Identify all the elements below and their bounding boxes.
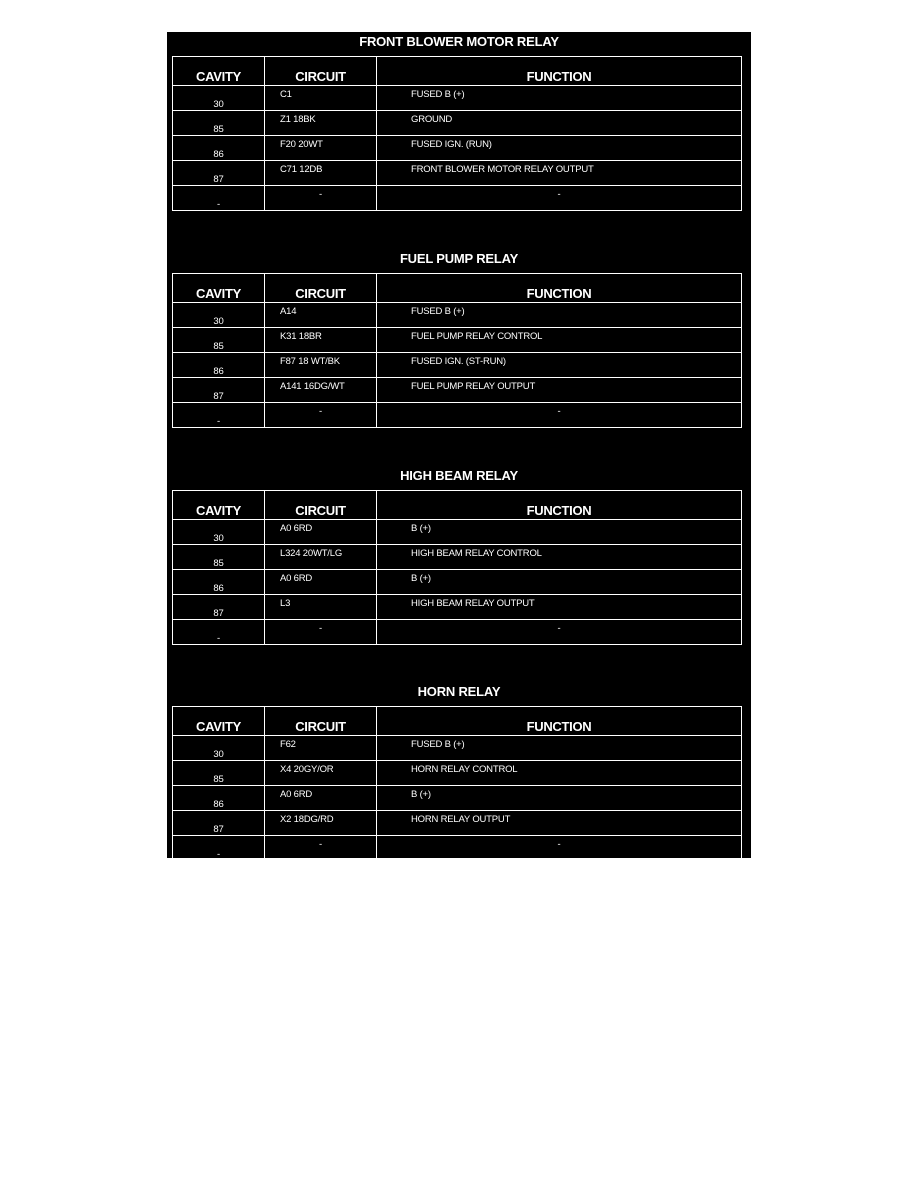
circuit-cell: C1 bbox=[265, 86, 377, 111]
function-cell: B (+) bbox=[377, 570, 742, 595]
function-cell: FUSED B (+) bbox=[377, 303, 742, 328]
circuit-cell: - bbox=[265, 620, 377, 645]
table-row bbox=[173, 378, 742, 403]
function-cell: FUSED IGN. (ST-RUN) bbox=[377, 353, 742, 378]
circuit-cell: L3 bbox=[265, 595, 377, 620]
function-cell: FUEL PUMP RELAY CONTROL bbox=[377, 328, 742, 353]
header-cavity: CAVITY bbox=[173, 707, 265, 736]
circuit-cell: A14 bbox=[265, 303, 377, 328]
cavity-cell: 87 bbox=[173, 811, 265, 836]
cavity-cell: 30 bbox=[173, 303, 265, 328]
function-cell: FUSED B (+) bbox=[377, 86, 742, 111]
relay-pinout-table bbox=[172, 273, 742, 428]
table-row bbox=[173, 786, 742, 811]
cavity-cell: 85 bbox=[173, 111, 265, 136]
circuit-cell: K31 18BR bbox=[265, 328, 377, 353]
circuit-cell: C71 12DB bbox=[265, 161, 377, 186]
cavity-cell: 87 bbox=[173, 595, 265, 620]
section-title: HORN RELAY bbox=[417, 684, 501, 699]
header-function: FUNCTION bbox=[377, 57, 742, 86]
relay-pinout-table bbox=[172, 56, 742, 211]
cavity-cell: 85 bbox=[173, 761, 265, 786]
section-title: FUEL PUMP RELAY bbox=[399, 251, 519, 266]
header-circuit: CIRCUIT bbox=[265, 707, 377, 736]
table-header-row bbox=[173, 491, 742, 520]
function-cell: GROUND bbox=[377, 111, 742, 136]
cavity-cell: 30 bbox=[173, 736, 265, 761]
table-row bbox=[173, 328, 742, 353]
header-cavity: CAVITY bbox=[173, 57, 265, 86]
table-row bbox=[173, 761, 742, 786]
relay-pinout-table bbox=[172, 706, 742, 861]
function-cell: HORN RELAY OUTPUT bbox=[377, 811, 742, 836]
table-row bbox=[173, 570, 742, 595]
section-title: FRONT BLOWER MOTOR RELAY bbox=[359, 34, 559, 49]
table-row bbox=[173, 353, 742, 378]
header-cavity: CAVITY bbox=[173, 491, 265, 520]
function-cell: HORN RELAY CONTROL bbox=[377, 761, 742, 786]
cavity-cell: - bbox=[173, 620, 265, 645]
cavity-cell: - bbox=[173, 836, 265, 861]
function-cell: FUSED IGN. (RUN) bbox=[377, 136, 742, 161]
circuit-cell: - bbox=[265, 836, 377, 861]
function-cell: - bbox=[377, 403, 742, 428]
section-title: HIGH BEAM RELAY bbox=[400, 468, 518, 483]
function-cell: - bbox=[377, 836, 742, 861]
cavity-cell: - bbox=[173, 403, 265, 428]
table-row bbox=[173, 520, 742, 545]
circuit-cell: A0 6RD bbox=[265, 786, 377, 811]
table-row bbox=[173, 186, 742, 211]
cavity-cell: 86 bbox=[173, 136, 265, 161]
circuit-cell: Z1 18BK bbox=[265, 111, 377, 136]
header-function: FUNCTION bbox=[377, 274, 742, 303]
header-circuit: CIRCUIT bbox=[265, 274, 377, 303]
circuit-cell: A0 6RD bbox=[265, 520, 377, 545]
table-row bbox=[173, 836, 742, 861]
function-cell: HIGH BEAM RELAY CONTROL bbox=[377, 545, 742, 570]
table-row bbox=[173, 303, 742, 328]
header-cavity: CAVITY bbox=[173, 274, 265, 303]
cavity-cell: - bbox=[173, 186, 265, 211]
circuit-cell: - bbox=[265, 403, 377, 428]
function-cell: FUSED B (+) bbox=[377, 736, 742, 761]
table-row bbox=[173, 403, 742, 428]
circuit-cell: A0 6RD bbox=[265, 570, 377, 595]
table-row bbox=[173, 595, 742, 620]
circuit-cell: X4 20GY/OR bbox=[265, 761, 377, 786]
header-function: FUNCTION bbox=[377, 707, 742, 736]
table-header-row bbox=[173, 57, 742, 86]
circuit-cell: A141 16DG/WT bbox=[265, 378, 377, 403]
function-cell: - bbox=[377, 186, 742, 211]
cavity-cell: 87 bbox=[173, 378, 265, 403]
table-row bbox=[173, 545, 742, 570]
circuit-cell: X2 18DG/RD bbox=[265, 811, 377, 836]
table-row bbox=[173, 811, 742, 836]
circuit-cell: F87 18 WT/BK bbox=[265, 353, 377, 378]
table-row bbox=[173, 111, 742, 136]
cavity-cell: 30 bbox=[173, 86, 265, 111]
function-cell: FRONT BLOWER MOTOR RELAY OUTPUT bbox=[377, 161, 742, 186]
function-cell: B (+) bbox=[377, 520, 742, 545]
function-cell: HIGH BEAM RELAY OUTPUT bbox=[377, 595, 742, 620]
table-header-row bbox=[173, 707, 742, 736]
table-row bbox=[173, 620, 742, 645]
circuit-cell: L324 20WT/LG bbox=[265, 545, 377, 570]
table-header-row bbox=[173, 274, 742, 303]
cavity-cell: 85 bbox=[173, 328, 265, 353]
table-row bbox=[173, 736, 742, 761]
circuit-cell: F20 20WT bbox=[265, 136, 377, 161]
function-cell: B (+) bbox=[377, 786, 742, 811]
header-circuit: CIRCUIT bbox=[265, 491, 377, 520]
header-circuit: CIRCUIT bbox=[265, 57, 377, 86]
table-row bbox=[173, 136, 742, 161]
cavity-cell: 86 bbox=[173, 353, 265, 378]
cavity-cell: 86 bbox=[173, 570, 265, 595]
circuit-cell: - bbox=[265, 186, 377, 211]
cavity-cell: 87 bbox=[173, 161, 265, 186]
table-row bbox=[173, 86, 742, 111]
relay-pinout-table bbox=[172, 490, 742, 645]
cavity-cell: 85 bbox=[173, 545, 265, 570]
function-cell: FUEL PUMP RELAY OUTPUT bbox=[377, 378, 742, 403]
function-cell: - bbox=[377, 620, 742, 645]
cavity-cell: 30 bbox=[173, 520, 265, 545]
circuit-cell: F62 bbox=[265, 736, 377, 761]
header-function: FUNCTION bbox=[377, 491, 742, 520]
cavity-cell: 86 bbox=[173, 786, 265, 811]
relay-pinout-panel bbox=[167, 32, 751, 858]
table-row bbox=[173, 161, 742, 186]
